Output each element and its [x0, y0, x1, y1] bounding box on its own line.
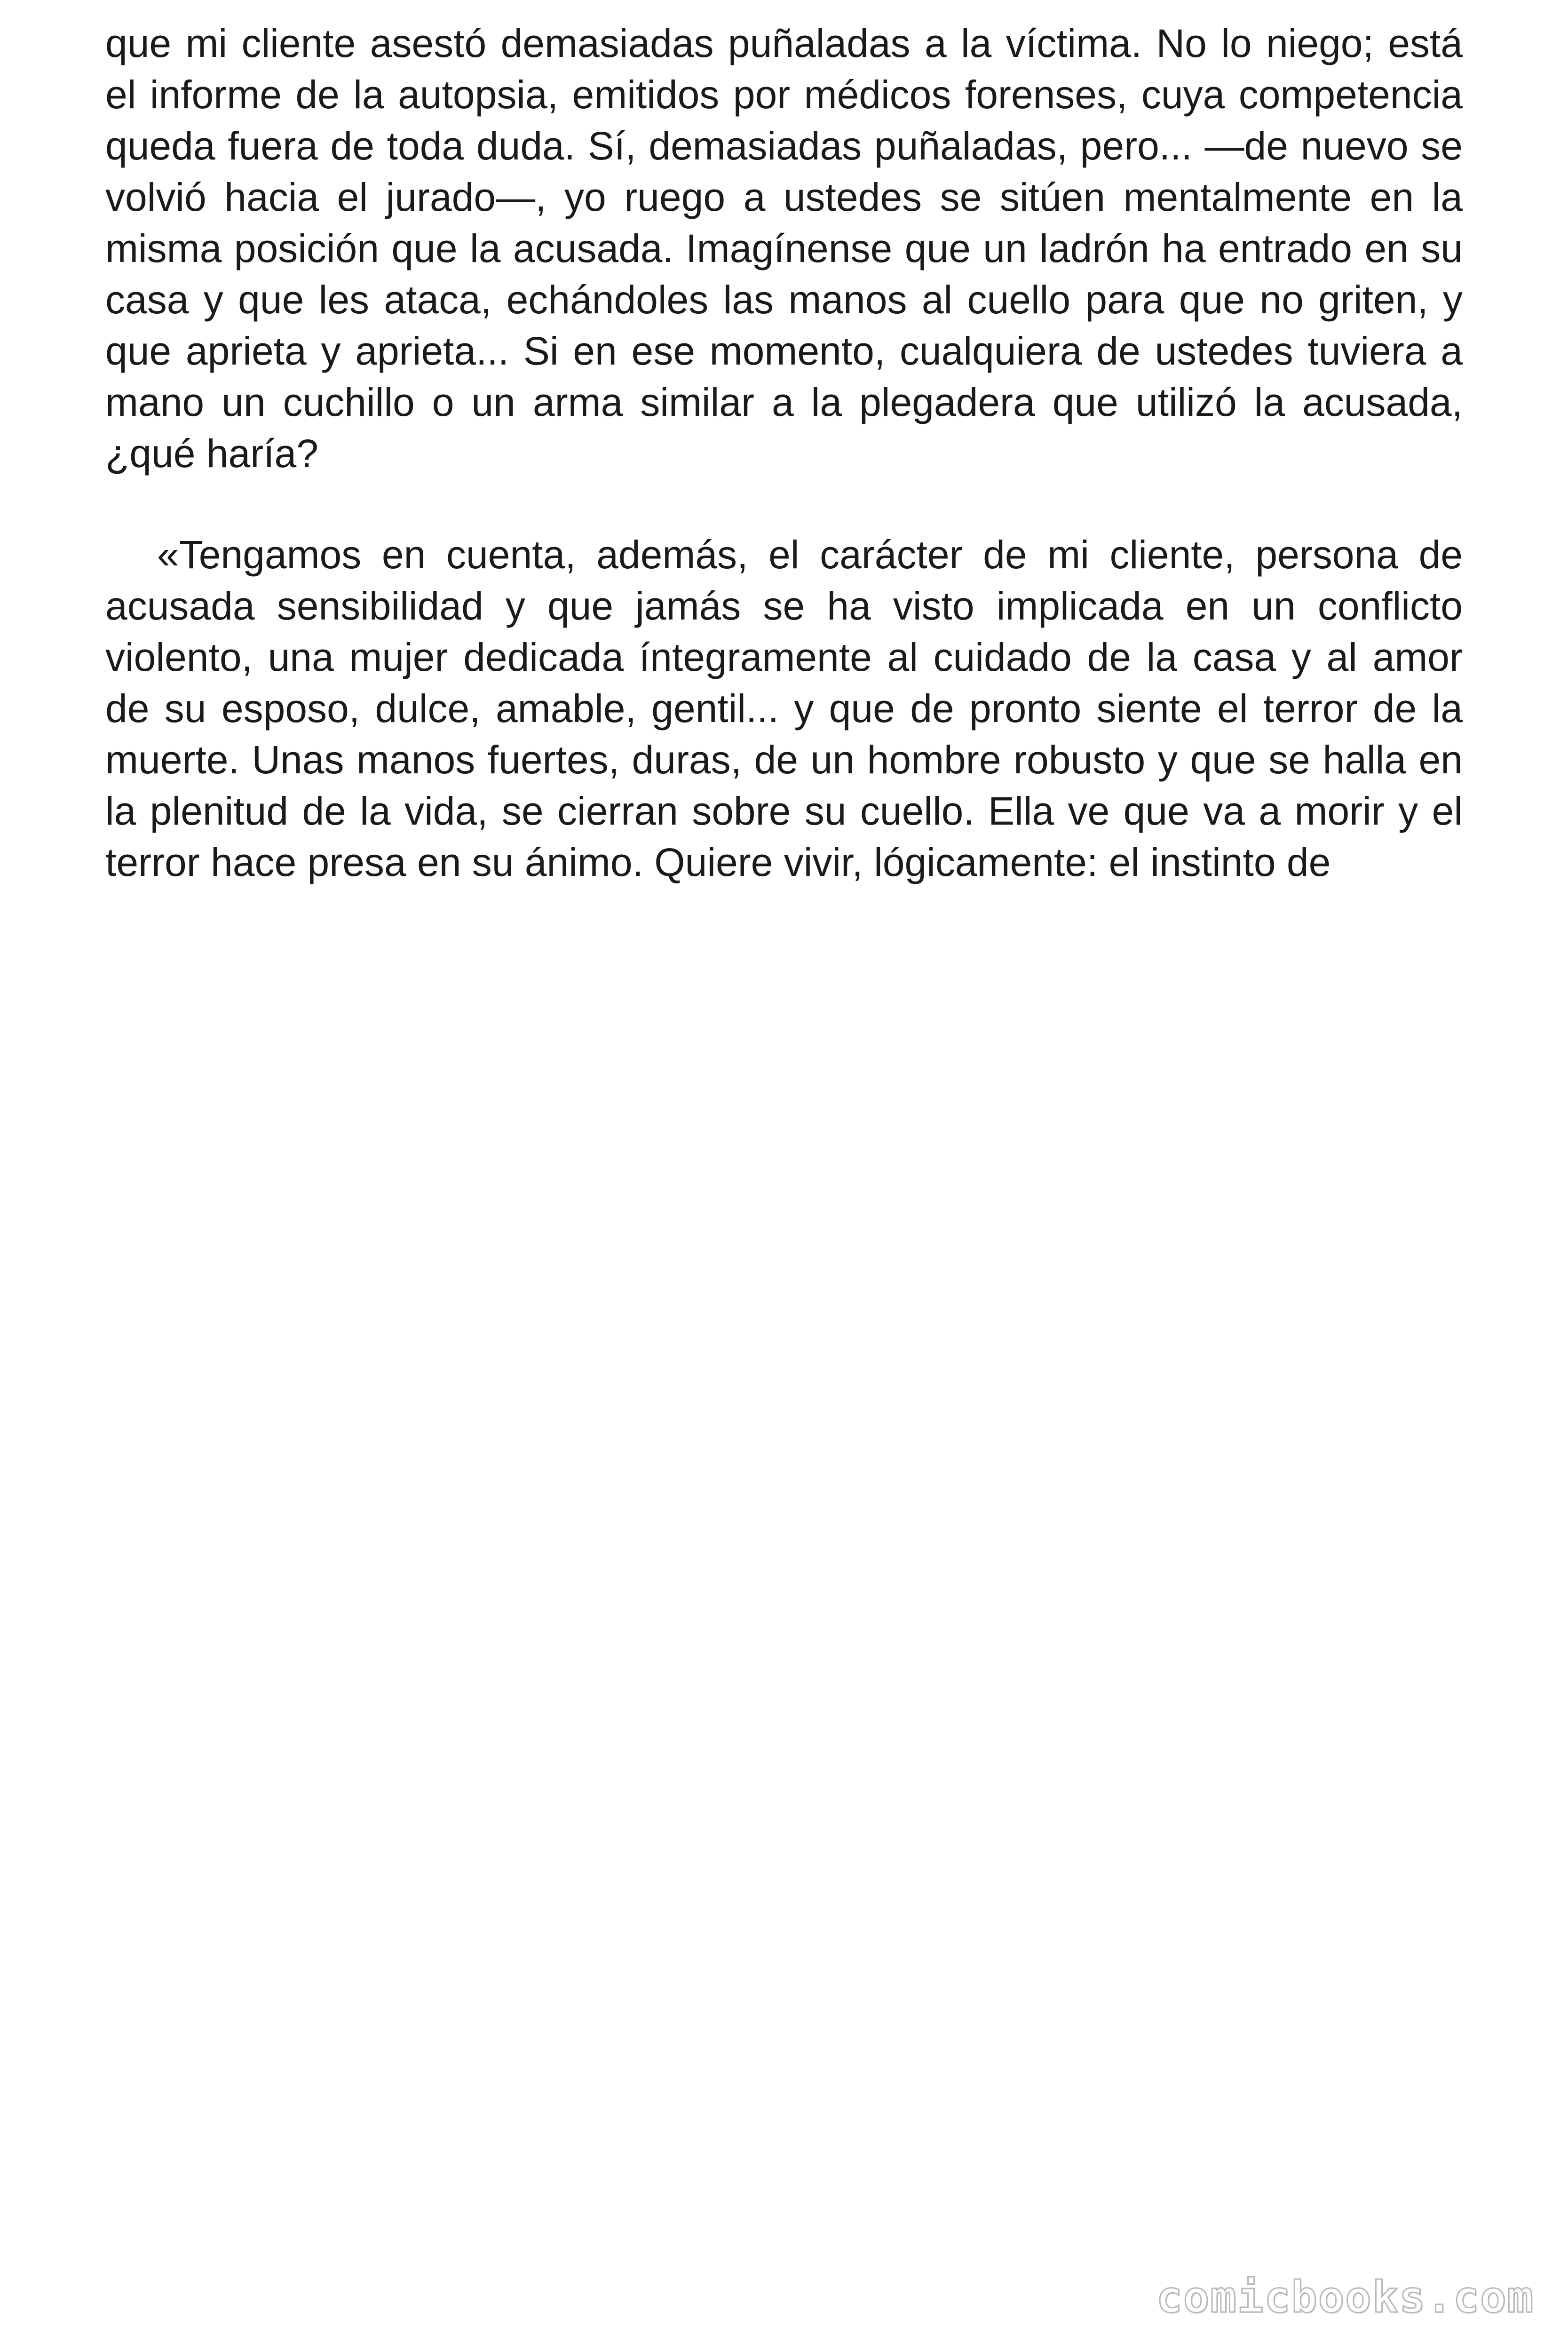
watermark-text: comicbooks.com: [1156, 2272, 1534, 2322]
paragraph-1: que mi cliente asestó demasiadas puñaladas a la víctima. No lo niego; está el informe de la autopsia, emitidos por médicos forenses, cuya competencia queda fuera de toda duda. Sí, demasiadas puñaladas, pero... —de nuevo se volvió hacia el jurado—, yo ruego a ustedes se sitúen mentalmente en la misma posición que la acusada. Imagínense que un ladrón ha entrado en su casa y que les ataca, echándoles las manos al cuello para que no griten, y que aprieta y aprieta... Si en ese momento, cualquiera de ustedes tuviera a mano un cuchillo o un arma similar a la plegadera que utilizó la acusada, ¿qué haría?: [105, 21, 1463, 476]
document-page: [105, 18, 1463, 888]
paragraph-2: «Tengamos en cuenta, además, el carácter de mi cliente, persona de acusada sensibilidad y que jamás se ha visto implicada en un conflicto violento, una mujer dedicada íntegramente al cuidado de la casa y al amor de su esposo, dulce, amable, gentil... y que de pronto siente el terror de la muerte. Unas manos fuertes, duras, de un hombre robusto y que se halla en la plenitud de la vida, se cierran sobre su cuello. Ella ve que va a morir y el terror hace presa en su ánimo. Quiere vivir, lógicamente: el instinto de: [105, 532, 1463, 884]
